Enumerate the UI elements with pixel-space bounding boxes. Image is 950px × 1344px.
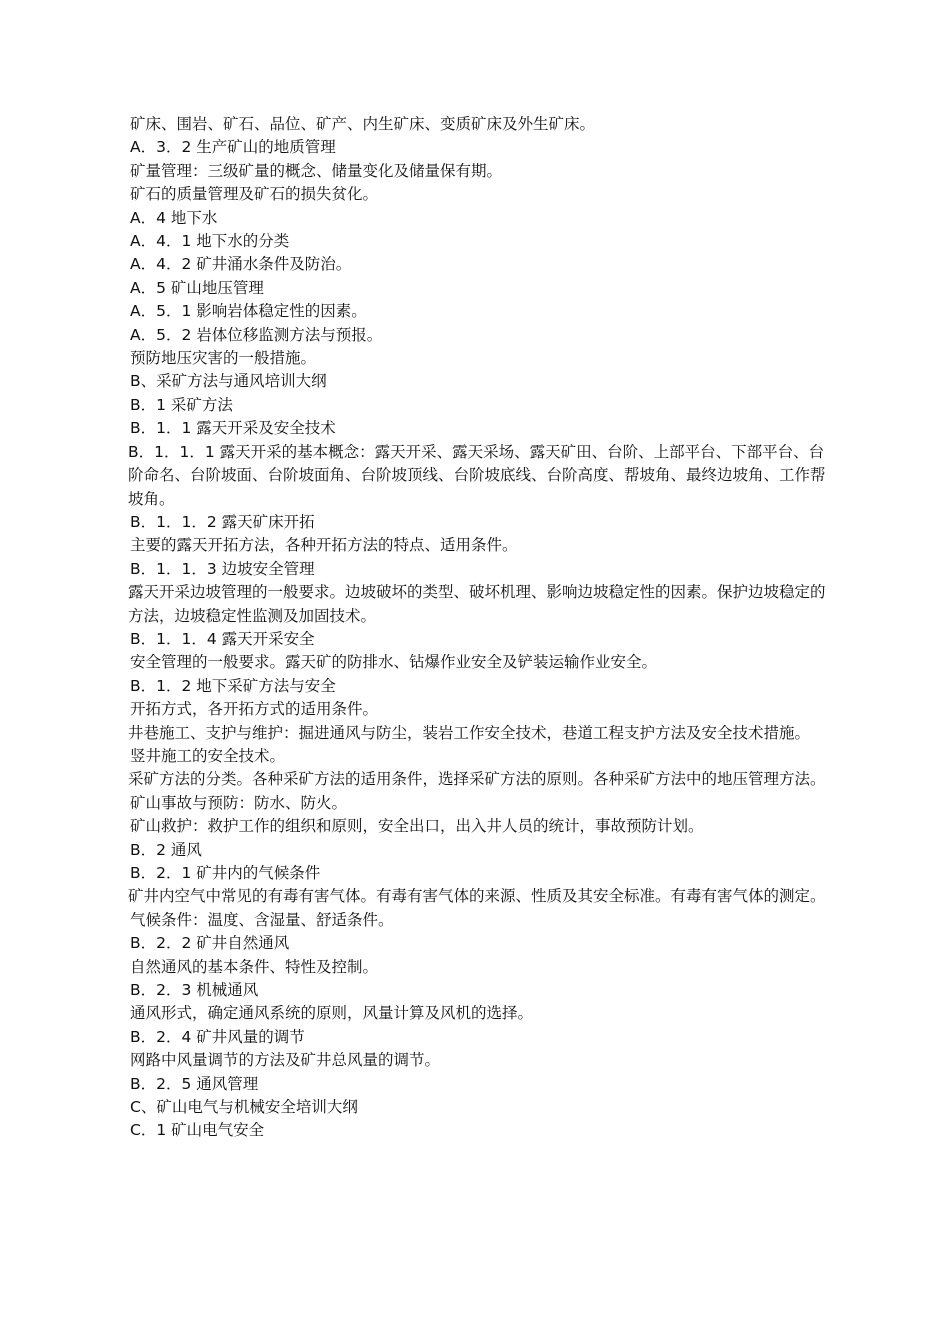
section-heading: A．4．1 地下水的分类: [130, 232, 290, 251]
text-line: 安全管理的一般要求。露天矿的防排水、钻爆作业安全及铲装运输作业安全。: [130, 653, 658, 672]
section-heading: B．2．5 通风管理: [130, 1074, 259, 1093]
chapter-heading: B、采矿方法与通风培训大纲: [130, 372, 327, 391]
document-body: [126, 113, 838, 1143]
section-heading: B．1．1．2 露天矿床开拓: [130, 512, 315, 531]
section-heading: B．1．1．4 露天开采安全: [130, 629, 315, 648]
text-line: 主要的露天开拓方法，各种开拓方法的特点、适用条件。: [130, 536, 518, 555]
section-heading: B．2．3 机械通风: [130, 981, 259, 1000]
section-heading: B．1．1 露天开采及安全技术: [130, 419, 336, 438]
section-heading: B．2．4 矿井风量的调节: [130, 1027, 305, 1046]
text-paragraph: 井巷施工、支护与维护：掘进通风与防尘，装岩工作安全技术，巷道工程支护方法及安全技术措施。: [128, 723, 811, 742]
text-line: 开拓方式，各开拓方式的适用条件。: [130, 700, 379, 719]
section-heading: C．1 矿山电气安全: [130, 1121, 265, 1140]
text-line: 矿量管理：三级矿量的概念、储量变化及储量保有期。: [130, 161, 503, 180]
text-line: 网路中风量调节的方法及矿井总风量的调节。: [130, 1051, 441, 1070]
text-paragraph: 矿井内空气中常见的有毒有害气体。有毒有害气体的来源、性质及其安全标准。有毒有害气体的测定。: [128, 887, 826, 906]
section-heading: A．4 地下水: [130, 208, 218, 227]
text-line: 通风形式，确定通风系统的原则，风量计算及风机的选择。: [130, 1004, 534, 1023]
text-line: 预防地压灾害的一般措施。: [130, 349, 317, 368]
text-paragraph: B．1．1．1 露天开采的基本概念：露天开采、露天采场、露天矿田、台阶、上部平台、下部平台、台阶命名、台阶坡面、台阶坡面角、台阶坡顶线、台阶坡底线、台阶高度、帮坡角、最终边坡角、工作帮坡角。: [128, 442, 826, 508]
text-line: 气候条件：温度、含湿量、舒适条件。: [130, 910, 394, 929]
section-heading: B．2 通风: [130, 840, 202, 859]
text-line: 矿山事故与预防：防水、防火。: [130, 793, 348, 812]
chapter-heading: C、矿山电气与机械安全培训大纲: [130, 1098, 358, 1117]
section-heading: A．5．1 影响岩体稳定性的因素。: [130, 302, 367, 321]
text-line: 自然通风的基本条件、特性及控制。: [130, 957, 379, 976]
section-heading: A．5．2 岩体位移监测方法与预报。: [130, 325, 383, 344]
section-heading: B．1．1．3 边坡安全管理: [130, 559, 315, 578]
section-heading: B．2．1 矿井内的气候条件: [130, 864, 321, 882]
section-heading: B．2．2 矿井自然通风: [130, 934, 290, 953]
section-heading: B．1 采矿方法: [130, 395, 233, 414]
text-line: 矿山救护：救护工作的组织和原则，安全出口，出入井人员的统计，事故预防计划。: [130, 817, 704, 836]
section-heading: B．1．2 地下采矿方法与安全: [130, 676, 336, 695]
text-paragraph: 采矿方法的分类。各种采矿方法的适用条件，选择采矿方法的原则。各种采矿方法中的地压管理方法。: [128, 770, 826, 789]
section-heading: A．5 矿山地压管理: [130, 278, 264, 297]
text-paragraph: 露天开采边坡管理的一般要求。边坡破坏的类型、破坏机理、影响边坡稳定性的因素。保护边坡稳定的方法，边坡稳定性监测及加固技术。: [128, 583, 826, 625]
text-line: 矿石的质量管理及矿石的损失贫化。: [130, 185, 379, 204]
section-heading: A．4．2 矿井涌水条件及防治。: [130, 255, 352, 274]
text-line: 矿床、围岩、矿石、品位、矿产、内生矿床、变质矿床及外生矿床。: [130, 115, 596, 133]
section-heading: A．3．2 生产矿山的地质管理: [130, 138, 336, 157]
text-line: 竖井施工的安全技术。: [130, 746, 286, 765]
